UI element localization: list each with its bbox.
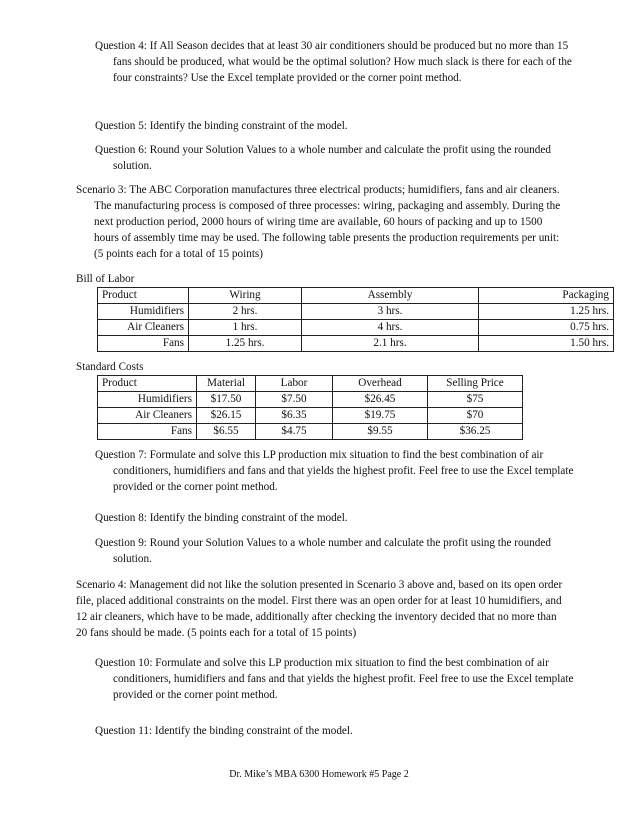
table-cell: $6.35	[256, 408, 333, 424]
header-cell: Material	[197, 376, 256, 392]
table-cell: $7.50	[256, 392, 333, 408]
bill-of-labor-title: Bill of Labor	[76, 273, 135, 285]
table-cell: $17.50	[197, 392, 256, 408]
table-row	[98, 424, 523, 440]
table-cell: Air Cleaners	[98, 408, 197, 424]
question-9: Question 9: Round your Solution Values to a whole number and calculate the profit using the rounded solution.	[95, 537, 551, 565]
header-cell: Product	[98, 288, 189, 304]
table-cell: 1.25 hrs.	[479, 304, 614, 320]
header-cell: Overhead	[333, 376, 428, 392]
standard-costs-table	[97, 375, 523, 440]
table-row	[98, 408, 523, 424]
table-cell: 1.50 hrs.	[479, 336, 614, 352]
question-6: Question 6: Round your Solution Values to a whole number and calculate the profit using the rounded solution.	[95, 144, 551, 172]
standard-costs-title: Standard Costs	[76, 361, 144, 373]
table-cell: $70	[428, 408, 523, 424]
table-cell: $26.45	[333, 392, 428, 408]
header-cell: Wiring	[189, 288, 302, 304]
table-cell: $75	[428, 392, 523, 408]
table-cell: $19.75	[333, 408, 428, 424]
bill-of-labor-table	[97, 287, 614, 352]
header-cell: Selling Price	[428, 376, 523, 392]
table-cell: Humidifiers	[98, 304, 189, 320]
scenario-3-paragraph: Scenario 3: The ABC Corporation manufactures three electrical products; humidifiers, fans and air cleaners. The manufacturing process is composed of three processes: wiring, packaging and assembly. During the next production period, 2000 hours of wiring time are available, 60 hours of packing and up to 1500 hours of assembly time may be used. The following table presents the production requirements per unit: (5 points each for a total of 15 points)	[76, 184, 561, 260]
table-cell: Humidifiers	[98, 392, 197, 408]
table-cell: Fans	[98, 336, 189, 352]
table-cell: $36.25	[428, 424, 523, 440]
table-cell: 2 hrs.	[189, 304, 302, 320]
question-10: Question 10: Formulate and solve this LP production mix situation to find the best combination of air conditioners, humidifiers and fans and that yields the highest profit. Feel free to use the Excel template provided or the corner point method.	[95, 657, 574, 701]
header-cell: Product	[98, 376, 197, 392]
scenario-4-paragraph: Scenario 4: Management did not like the solution presented in Scenario 3 above and, based on its open order file, placed additional constraints on the model. First there was an open order for at least 10 humidifiers, and 12 air cleaners, which have to be made, additionally after checking the inventory decided that no more than 20 fans should be made. (5 points each for a total of 15 points)	[76, 579, 563, 639]
question-5: Question 5: Identify the binding constraint of the model.	[95, 120, 348, 132]
table-cell: 0.75 hrs.	[479, 320, 614, 336]
table-cell: 2.1 hrs.	[302, 336, 479, 352]
table-cell: Fans	[98, 424, 197, 440]
header-cell: Labor	[256, 376, 333, 392]
table-cell: 3 hrs.	[302, 304, 479, 320]
table-row	[98, 320, 614, 336]
table-row	[98, 304, 614, 320]
question-4: Question 4: If All Season decides that at least 30 air conditioners should be produced but no more than 15 fans should be produced, what would be the optimal solution? How much slack is there for each of the four constraints? Use the Excel template provided or the corner point method.	[95, 40, 572, 84]
page-footer: Dr. Mike’s MBA 6300 Homework #5 Page 2	[229, 769, 409, 780]
table-row	[98, 336, 614, 352]
header-cell: Packaging	[479, 288, 614, 304]
header-cell: Assembly	[302, 288, 479, 304]
table-cell: 4 hrs.	[302, 320, 479, 336]
table-header-row	[98, 376, 523, 392]
table-header-row	[98, 288, 614, 304]
table-cell: Air Cleaners	[98, 320, 189, 336]
question-8: Question 8: Identify the binding constraint of the model.	[95, 512, 348, 524]
table-cell: $4.75	[256, 424, 333, 440]
table-cell: 1.25 hrs.	[189, 336, 302, 352]
table-cell: $6.55	[197, 424, 256, 440]
table-cell: $26.15	[197, 408, 256, 424]
table-cell: 1 hrs.	[189, 320, 302, 336]
table-row	[98, 392, 523, 408]
question-11: Question 11: Identify the binding constraint of the model.	[95, 725, 353, 737]
table-cell: $9.55	[333, 424, 428, 440]
question-7: Question 7: Formulate and solve this LP production mix situation to find the best combination of air conditioners, humidifiers and fans and that yields the highest profit. Feel free to use the Excel template provided or the corner point method.	[95, 449, 574, 493]
